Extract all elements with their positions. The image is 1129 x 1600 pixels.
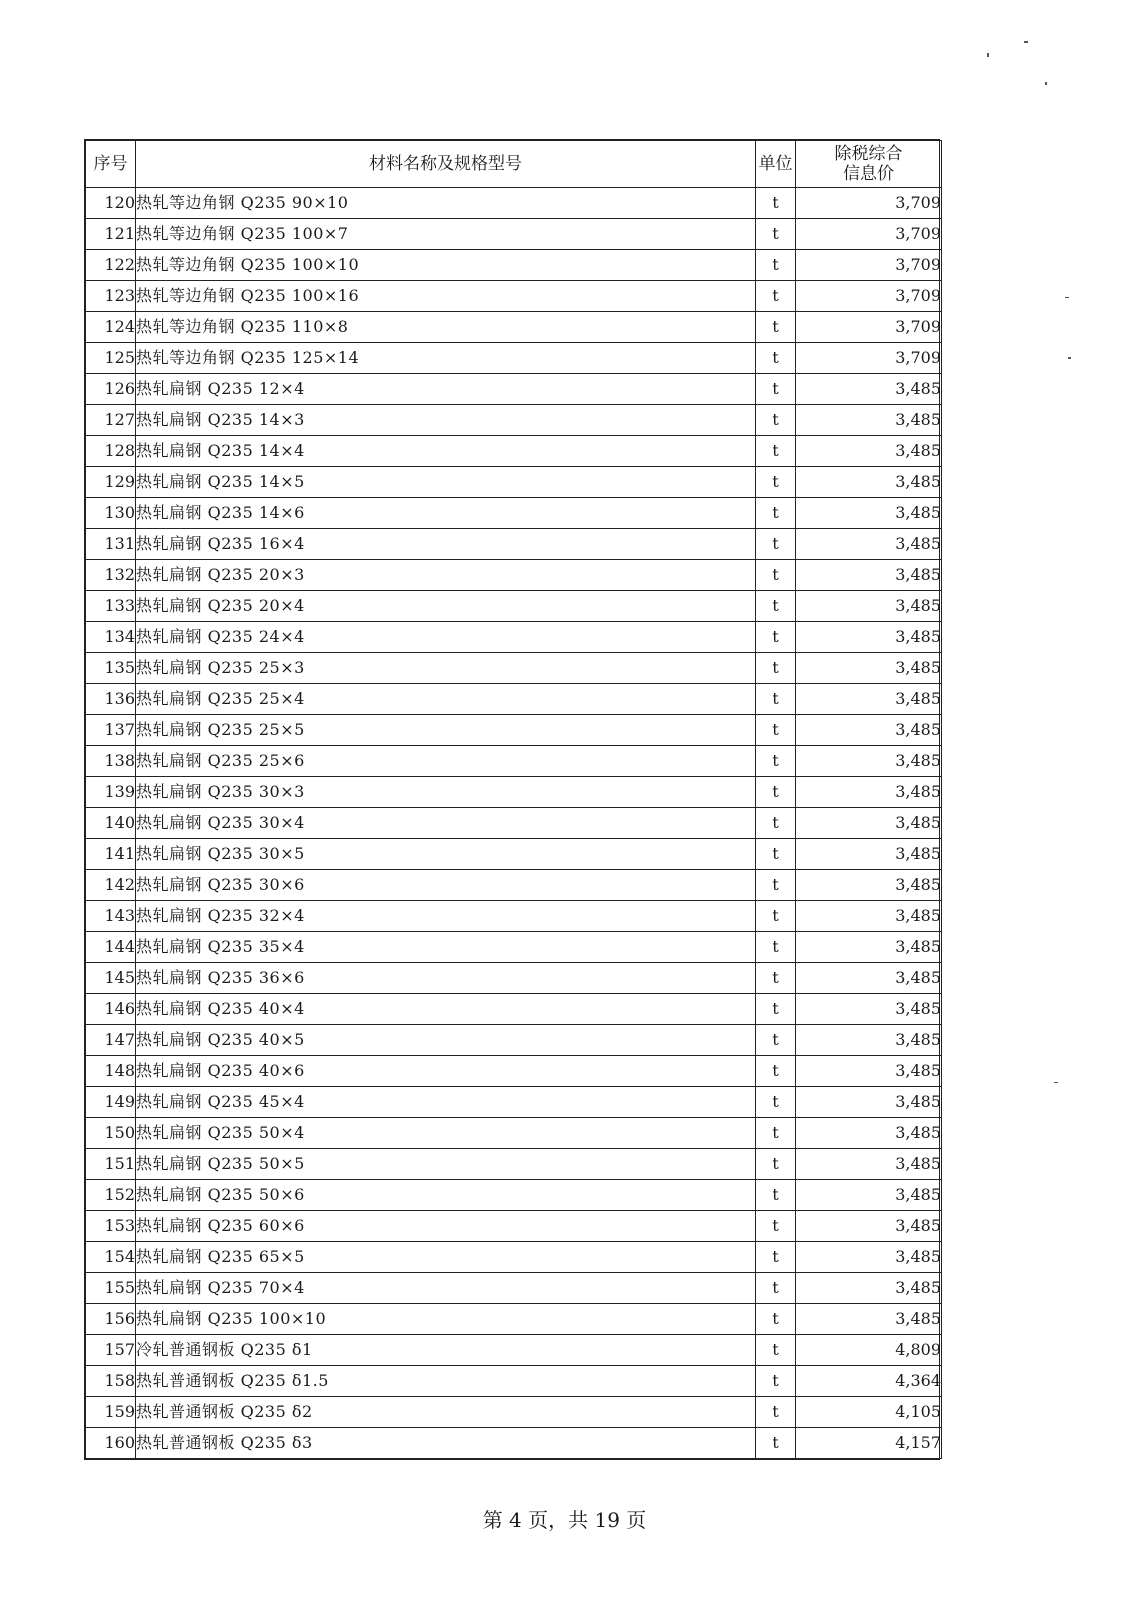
material-name: 热轧等边角钢 Q235 100×10 — [136, 250, 756, 281]
row-number: 132 — [86, 560, 136, 591]
price: 3,709 — [796, 250, 942, 281]
material-name: 热轧扁钢 Q235 40×4 — [136, 994, 756, 1025]
price: 3,485 — [796, 932, 942, 963]
price: 3,709 — [796, 343, 942, 374]
price: 4,157 — [796, 1428, 942, 1459]
row-number: 126 — [86, 374, 136, 405]
row-number: 158 — [86, 1366, 136, 1397]
unit: t — [756, 777, 796, 808]
price: 3,485 — [796, 622, 942, 653]
scan-speck — [1054, 1082, 1058, 1083]
material-name: 热轧扁钢 Q235 12×4 — [136, 374, 756, 405]
material-name: 热轧等边角钢 Q235 100×16 — [136, 281, 756, 312]
table-row — [86, 219, 942, 250]
table-row — [86, 1180, 942, 1211]
unit: t — [756, 312, 796, 343]
price: 3,485 — [796, 715, 942, 746]
material-name: 热轧等边角钢 Q235 90×10 — [136, 188, 756, 219]
row-number: 144 — [86, 932, 136, 963]
price: 3,485 — [796, 777, 942, 808]
row-number: 127 — [86, 405, 136, 436]
price: 3,485 — [796, 1180, 942, 1211]
table-row — [86, 1273, 942, 1304]
table-row — [86, 436, 942, 467]
row-number: 159 — [86, 1397, 136, 1428]
material-name: 热轧扁钢 Q235 36×6 — [136, 963, 756, 994]
material-name: 热轧扁钢 Q235 35×4 — [136, 932, 756, 963]
unit: t — [756, 343, 796, 374]
price: 3,485 — [796, 746, 942, 777]
unit: t — [756, 963, 796, 994]
table-row — [86, 188, 942, 219]
header-name: 材料名称及规格型号 — [136, 141, 756, 188]
table-row — [86, 312, 942, 343]
row-number: 140 — [86, 808, 136, 839]
table-row — [86, 622, 942, 653]
price: 3,485 — [796, 529, 942, 560]
price: 3,485 — [796, 994, 942, 1025]
scan-speck — [1065, 297, 1069, 298]
row-number: 124 — [86, 312, 136, 343]
table-row — [86, 1149, 942, 1180]
material-name: 热轧扁钢 Q235 50×4 — [136, 1118, 756, 1149]
table-row — [86, 560, 942, 591]
row-number: 146 — [86, 994, 136, 1025]
material-name: 热轧扁钢 Q235 45×4 — [136, 1087, 756, 1118]
row-number: 121 — [86, 219, 136, 250]
row-number: 151 — [86, 1149, 136, 1180]
row-number: 122 — [86, 250, 136, 281]
table-row — [86, 1242, 942, 1273]
material-name: 热轧扁钢 Q235 25×6 — [136, 746, 756, 777]
price: 3,709 — [796, 312, 942, 343]
row-number: 138 — [86, 746, 136, 777]
row-number: 141 — [86, 839, 136, 870]
price: 3,485 — [796, 1242, 942, 1273]
table-row — [86, 684, 942, 715]
unit: t — [756, 746, 796, 777]
unit: t — [756, 560, 796, 591]
header-no: 序号 — [86, 141, 136, 188]
table-row — [86, 405, 942, 436]
table-row — [86, 1087, 942, 1118]
row-number: 137 — [86, 715, 136, 746]
unit: t — [756, 1149, 796, 1180]
unit: t — [756, 1118, 796, 1149]
row-number: 120 — [86, 188, 136, 219]
table-row — [86, 839, 942, 870]
row-number: 136 — [86, 684, 136, 715]
price: 3,485 — [796, 1149, 942, 1180]
unit: t — [756, 870, 796, 901]
row-number: 125 — [86, 343, 136, 374]
row-number: 152 — [86, 1180, 136, 1211]
price: 3,709 — [796, 219, 942, 250]
material-name: 冷轧普通钢板 Q235 δ1 — [136, 1335, 756, 1366]
unit: t — [756, 1335, 796, 1366]
table-row — [86, 1366, 942, 1397]
unit: t — [756, 405, 796, 436]
row-number: 131 — [86, 529, 136, 560]
table-row — [86, 1304, 942, 1335]
scan-speck — [1045, 82, 1047, 85]
table-row — [86, 932, 942, 963]
price: 3,485 — [796, 436, 942, 467]
material-name: 热轧扁钢 Q235 20×3 — [136, 560, 756, 591]
header-price — [796, 141, 942, 188]
unit: t — [756, 839, 796, 870]
material-name: 热轧扁钢 Q235 40×5 — [136, 1025, 756, 1056]
table-row — [86, 870, 942, 901]
price: 3,485 — [796, 653, 942, 684]
unit: t — [756, 529, 796, 560]
table-row — [86, 591, 942, 622]
material-name: 热轧扁钢 Q235 60×6 — [136, 1211, 756, 1242]
price: 3,485 — [796, 374, 942, 405]
material-name: 热轧扁钢 Q235 30×6 — [136, 870, 756, 901]
row-number: 142 — [86, 870, 136, 901]
unit: t — [756, 1366, 796, 1397]
price: 3,485 — [796, 1211, 942, 1242]
row-number: 130 — [86, 498, 136, 529]
unit: t — [756, 498, 796, 529]
material-name: 热轧扁钢 Q235 70×4 — [136, 1273, 756, 1304]
unit: t — [756, 436, 796, 467]
price: 3,485 — [796, 870, 942, 901]
unit: t — [756, 281, 796, 312]
table-row — [86, 1025, 942, 1056]
material-name: 热轧扁钢 Q235 25×3 — [136, 653, 756, 684]
unit: t — [756, 188, 796, 219]
unit: t — [756, 1025, 796, 1056]
unit: t — [756, 1087, 796, 1118]
material-name: 热轧扁钢 Q235 14×4 — [136, 436, 756, 467]
material-name: 热轧扁钢 Q235 65×5 — [136, 1242, 756, 1273]
material-name: 热轧普通钢板 Q235 δ3 — [136, 1428, 756, 1459]
row-number: 150 — [86, 1118, 136, 1149]
price: 3,485 — [796, 963, 942, 994]
material-name: 热轧扁钢 Q235 40×6 — [136, 1056, 756, 1087]
price: 3,709 — [796, 188, 942, 219]
row-number: 160 — [86, 1428, 136, 1459]
row-number: 155 — [86, 1273, 136, 1304]
material-name: 热轧扁钢 Q235 14×5 — [136, 467, 756, 498]
table-row — [86, 1335, 942, 1366]
unit: t — [756, 622, 796, 653]
table-row — [86, 963, 942, 994]
row-number: 157 — [86, 1335, 136, 1366]
unit: t — [756, 1211, 796, 1242]
unit: t — [756, 219, 796, 250]
row-number: 133 — [86, 591, 136, 622]
price-table — [85, 140, 942, 1459]
price: 3,709 — [796, 281, 942, 312]
header-price-line2: 信息价 — [843, 164, 894, 184]
material-name: 热轧普通钢板 Q235 δ1.5 — [136, 1366, 756, 1397]
unit: t — [756, 250, 796, 281]
table-row — [86, 1211, 942, 1242]
unit: t — [756, 591, 796, 622]
price: 3,485 — [796, 405, 942, 436]
unit: t — [756, 932, 796, 963]
row-number: 123 — [86, 281, 136, 312]
row-number: 145 — [86, 963, 136, 994]
row-number: 129 — [86, 467, 136, 498]
material-name: 热轧扁钢 Q235 25×4 — [136, 684, 756, 715]
material-name: 热轧扁钢 Q235 16×4 — [136, 529, 756, 560]
scan-speck — [1024, 41, 1028, 43]
table-row — [86, 467, 942, 498]
row-number: 154 — [86, 1242, 136, 1273]
table-row — [86, 343, 942, 374]
unit: t — [756, 994, 796, 1025]
material-name: 热轧等边角钢 Q235 125×14 — [136, 343, 756, 374]
scan-speck — [1068, 357, 1071, 359]
row-number: 148 — [86, 1056, 136, 1087]
price: 3,485 — [796, 901, 942, 932]
unit: t — [756, 1304, 796, 1335]
price: 4,105 — [796, 1397, 942, 1428]
price: 3,485 — [796, 684, 942, 715]
row-number: 149 — [86, 1087, 136, 1118]
table-row — [86, 777, 942, 808]
unit: t — [756, 1428, 796, 1459]
table-row — [86, 994, 942, 1025]
price: 3,485 — [796, 1273, 942, 1304]
material-name: 热轧扁钢 Q235 30×5 — [136, 839, 756, 870]
row-number: 156 — [86, 1304, 136, 1335]
price-table-container — [84, 139, 940, 1460]
table-row — [86, 746, 942, 777]
price: 3,485 — [796, 1087, 942, 1118]
material-name: 热轧扁钢 Q235 24×4 — [136, 622, 756, 653]
material-name: 热轧扁钢 Q235 30×4 — [136, 808, 756, 839]
row-number: 134 — [86, 622, 136, 653]
unit: t — [756, 715, 796, 746]
unit: t — [756, 374, 796, 405]
table-row — [86, 374, 942, 405]
price: 3,485 — [796, 560, 942, 591]
material-name: 热轧扁钢 Q235 30×3 — [136, 777, 756, 808]
unit: t — [756, 901, 796, 932]
unit: t — [756, 653, 796, 684]
material-name: 热轧扁钢 Q235 14×3 — [136, 405, 756, 436]
unit: t — [756, 1273, 796, 1304]
unit: t — [756, 1397, 796, 1428]
material-name: 热轧等边角钢 Q235 100×7 — [136, 219, 756, 250]
material-name: 热轧扁钢 Q235 25×5 — [136, 715, 756, 746]
material-name: 热轧普通钢板 Q235 δ2 — [136, 1397, 756, 1428]
price: 3,485 — [796, 591, 942, 622]
material-name: 热轧扁钢 Q235 50×6 — [136, 1180, 756, 1211]
material-name: 热轧扁钢 Q235 100×10 — [136, 1304, 756, 1335]
price: 3,485 — [796, 1118, 942, 1149]
material-name: 热轧扁钢 Q235 20×4 — [136, 591, 756, 622]
unit: t — [756, 467, 796, 498]
table-row — [86, 901, 942, 932]
table-row — [86, 1056, 942, 1087]
table-body — [86, 188, 942, 1459]
page-footer: 第 4 页，共 19 页 — [482, 1508, 647, 1532]
price: 3,485 — [796, 839, 942, 870]
table-row — [86, 529, 942, 560]
table-row — [86, 250, 942, 281]
price: 4,809 — [796, 1335, 942, 1366]
table-row — [86, 1118, 942, 1149]
price: 3,485 — [796, 808, 942, 839]
price: 3,485 — [796, 1025, 942, 1056]
price: 3,485 — [796, 467, 942, 498]
price: 3,485 — [796, 498, 942, 529]
price: 3,485 — [796, 1056, 942, 1087]
header-price-line1: 除税综合 — [834, 144, 903, 164]
row-number: 147 — [86, 1025, 136, 1056]
unit: t — [756, 1242, 796, 1273]
table-row — [86, 281, 942, 312]
material-name: 热轧扁钢 Q235 50×5 — [136, 1149, 756, 1180]
unit: t — [756, 1056, 796, 1087]
table-row — [86, 498, 942, 529]
row-number: 139 — [86, 777, 136, 808]
material-name: 热轧扁钢 Q235 14×6 — [136, 498, 756, 529]
unit: t — [756, 808, 796, 839]
row-number: 128 — [86, 436, 136, 467]
price: 4,364 — [796, 1366, 942, 1397]
table-row — [86, 808, 942, 839]
table-row — [86, 715, 942, 746]
price: 3,485 — [796, 1304, 942, 1335]
table-header-row — [86, 141, 942, 188]
row-number: 135 — [86, 653, 136, 684]
row-number: 143 — [86, 901, 136, 932]
unit: t — [756, 684, 796, 715]
unit: t — [756, 1180, 796, 1211]
header-unit: 单位 — [756, 141, 796, 188]
table-row — [86, 653, 942, 684]
row-number: 153 — [86, 1211, 136, 1242]
scan-speck — [987, 53, 989, 57]
material-name: 热轧等边角钢 Q235 110×8 — [136, 312, 756, 343]
material-name: 热轧扁钢 Q235 32×4 — [136, 901, 756, 932]
table-row — [86, 1428, 942, 1459]
table-row — [86, 1397, 942, 1428]
